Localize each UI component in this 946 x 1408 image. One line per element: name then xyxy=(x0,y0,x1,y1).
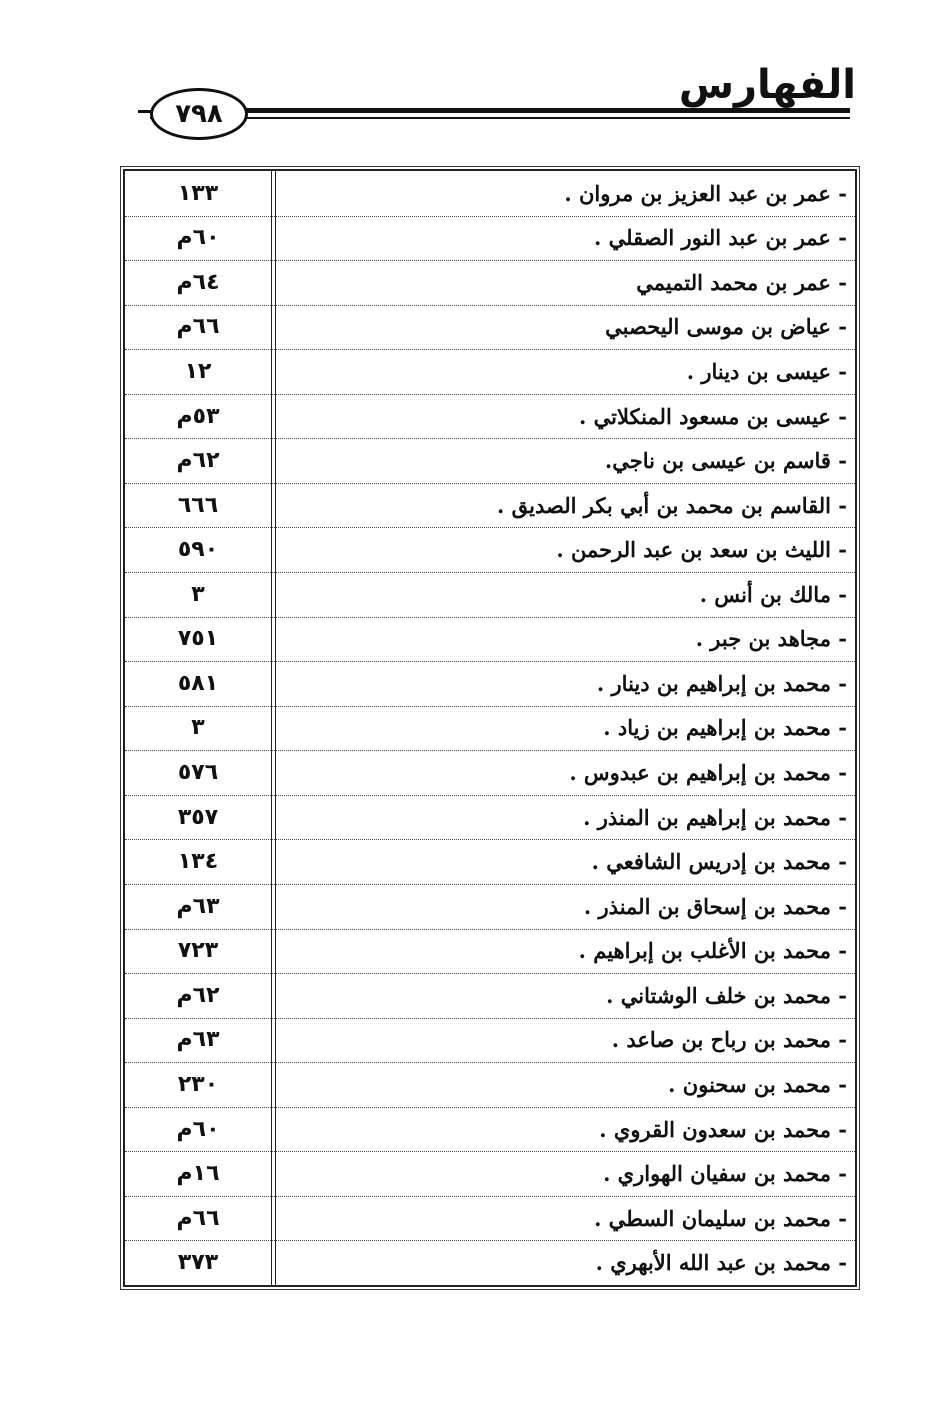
entry-name: - الليث بن سعد بن عبد الرحمن . xyxy=(556,537,847,563)
index-row xyxy=(125,216,855,262)
entry-page: ٥٩٠ xyxy=(177,537,219,563)
entry-name: - محمد بن سعدون القروي . xyxy=(599,1116,847,1142)
entry-page: ١٦م xyxy=(176,1161,220,1187)
entry-page: ٦٢م xyxy=(176,982,220,1008)
entry-page: ٦٤م xyxy=(176,269,220,295)
index-row xyxy=(125,661,855,707)
entry-page: ٦٣م xyxy=(176,1027,220,1053)
index-row xyxy=(125,483,855,529)
index-row xyxy=(125,795,855,841)
entry-page: ٦٠م xyxy=(176,1116,220,1142)
entry-name: - عياض بن موسى اليحصبي xyxy=(605,314,847,340)
entry-name: - محمد بن سحنون . xyxy=(668,1071,847,1097)
page-header xyxy=(0,0,946,160)
entry-name: - محمد بن الأغلب بن إبراهيم . xyxy=(578,938,847,964)
entry-page: ٦٦م xyxy=(176,1205,220,1231)
entry-name: - عيسى بن دينار . xyxy=(686,359,847,384)
index-row xyxy=(125,171,855,217)
index-row xyxy=(125,929,855,975)
header-rule-thin xyxy=(150,117,850,119)
section-title: الفهارس xyxy=(678,62,856,108)
column-divider xyxy=(271,171,276,1285)
index-row xyxy=(125,884,855,930)
index-row xyxy=(125,973,855,1019)
index-row xyxy=(125,1196,855,1242)
entry-page: ٥٨١ xyxy=(177,670,219,696)
entry-name: - عمر بن محمد التميمي xyxy=(636,269,847,295)
index-row xyxy=(125,706,855,752)
entry-name: - محمد بن إبراهيم بن المنذر . xyxy=(583,804,847,830)
index-row xyxy=(125,527,855,573)
entry-page: ٣٥٧ xyxy=(177,804,219,830)
entry-page: ٢٣٠ xyxy=(177,1071,219,1097)
entry-page: ٦٢م xyxy=(176,448,220,474)
entry-name: - محمد بن إبراهيم بن زياد . xyxy=(603,715,847,741)
page-number: ٧٩٨ xyxy=(150,88,248,140)
entry-page: ٣٧٣ xyxy=(177,1250,219,1276)
header-rule xyxy=(240,108,850,113)
entry-name: - القاسم بن محمد بن أبي بكر الصديق . xyxy=(496,492,847,518)
index-rows xyxy=(125,171,855,1285)
entry-page: ٣ xyxy=(191,581,205,607)
index-row xyxy=(125,1240,855,1285)
entry-name: - مالك بن أنس . xyxy=(699,581,847,607)
entry-page: ٥٣م xyxy=(176,403,220,429)
index-row xyxy=(125,305,855,351)
entry-name: - عيسى بن مسعود المنكلاتي . xyxy=(578,403,847,429)
entry-name: - عمر بن عبد النور الصقلي . xyxy=(594,225,847,251)
entry-name: - محمد بن إسحاق بن المنذر . xyxy=(583,893,847,919)
entry-name: - محمد بن سفيان الهواري . xyxy=(603,1161,847,1187)
entry-page: ٦٦٦ xyxy=(177,492,219,518)
index-row xyxy=(125,1062,855,1108)
index-row xyxy=(125,750,855,796)
entry-page: ٣ xyxy=(191,715,205,741)
index-table xyxy=(123,169,857,1287)
index-row xyxy=(125,839,855,885)
entry-name: - محمد بن رباح بن صاعد . xyxy=(611,1027,847,1053)
index-row xyxy=(125,394,855,440)
index-row xyxy=(125,572,855,618)
entry-page: ١٢ xyxy=(184,359,212,384)
entry-page: ٧٥١ xyxy=(177,626,219,652)
entry-page: ١٣٤ xyxy=(177,849,219,875)
entry-name: - محمد بن سليمان السطي . xyxy=(594,1205,847,1231)
entry-name: - محمد بن إبراهيم بن دينار . xyxy=(596,670,847,696)
entry-name: - محمد بن إبراهيم بن عبدوس . xyxy=(569,760,847,786)
index-row xyxy=(125,1151,855,1197)
index-row xyxy=(125,438,855,484)
entry-page: ٦٦م xyxy=(176,314,220,340)
index-row xyxy=(125,349,855,395)
entry-name: - محمد بن عبد الله الأبهري . xyxy=(595,1250,847,1276)
index-row xyxy=(125,260,855,306)
entry-name: - محمد بن خلف الوشتاني . xyxy=(606,982,847,1008)
index-row xyxy=(125,1107,855,1153)
entry-page: ٦٠م xyxy=(176,225,220,251)
entry-name: - مجاهد بن جبر . xyxy=(695,626,847,652)
entry-name: - عمر بن عبد العزيز بن مروان . xyxy=(564,180,847,206)
entry-page: ٧٢٣ xyxy=(177,938,219,964)
entry-page: ٥٧٦ xyxy=(177,760,219,786)
entry-name: - قاسم بن عيسى بن ناجي. xyxy=(604,448,847,474)
index-row xyxy=(125,617,855,663)
index-row xyxy=(125,1018,855,1064)
entry-page: ٦٣م xyxy=(176,893,220,919)
entry-name: - محمد بن إدريس الشافعي . xyxy=(591,849,847,875)
entry-page: ١٣٣ xyxy=(177,180,219,206)
